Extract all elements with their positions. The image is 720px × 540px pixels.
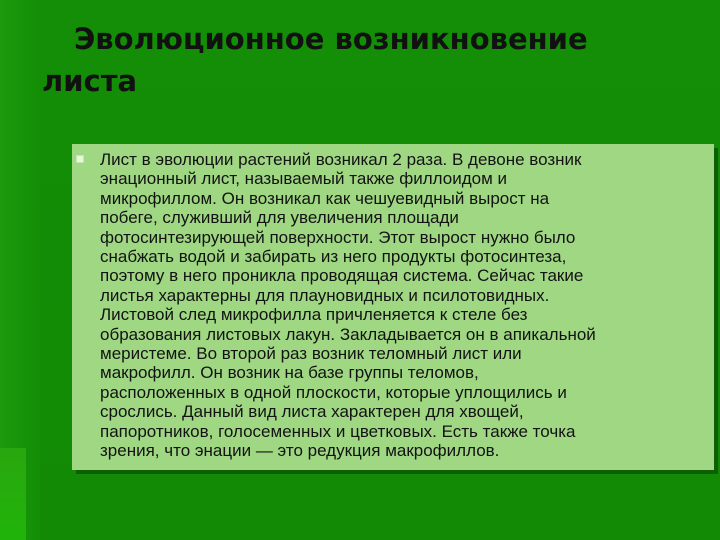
paragraph-line: микрофиллом. Он возникал как чешуевидный вырост на xyxy=(100,188,550,208)
paragraph-line: Лист в эволюции растений возникал 2 раза. В девоне возник xyxy=(100,150,582,169)
paragraph-line: макрофилл. Он возник на базе группы теломов, xyxy=(100,363,479,383)
paragraph-line: снабжать водой и забирать из него продукты фотосинтеза, xyxy=(100,247,567,267)
paragraph-line: побеге, служивший для увеличения площади xyxy=(100,208,459,228)
paragraph-line: меристеме. Во второй раз возник теломный лист или xyxy=(100,344,522,364)
paragraph-line: срослись. Данный вид листа характерен для хвощей, xyxy=(100,402,524,422)
bottom-left-accent xyxy=(0,448,26,540)
paragraph-line: расположенных в одной плоскости, которые уплощились и xyxy=(100,382,567,402)
paragraph-line: энационный лист, называемый также филлоидом и xyxy=(100,169,508,189)
paragraph-line: листья характерны для плауновидных и псилотовидных. xyxy=(100,285,550,305)
paragraph-line: поэтому в него проникла проводящая система. Сейчас такие xyxy=(100,266,584,286)
body-paragraph xyxy=(100,150,700,461)
square-bullet-icon xyxy=(76,155,84,163)
paragraph-line: фотосинтезирующей поверхности. Этот вырост нужно было xyxy=(100,227,576,247)
paragraph-line: образования листовых лакун. Закладывается он в апикальной xyxy=(100,324,596,344)
slide-title: Эволюционное возникновение листа xyxy=(42,22,588,98)
paragraph-line: зрения, что энации — это редукция макрофиллов. xyxy=(100,441,500,461)
paragraph-line: папоротников, голосеменных и цветковых. Есть также точка xyxy=(100,421,576,441)
paragraph-line: Листовой след микрофилла причленяется к стеле без xyxy=(100,305,528,325)
